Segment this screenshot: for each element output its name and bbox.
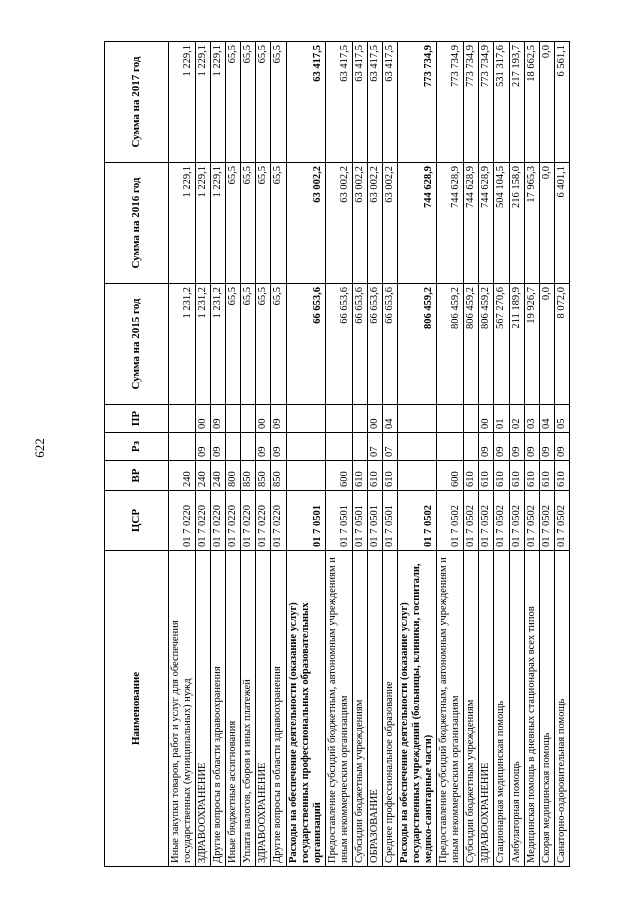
table-row [524,42,539,867]
cell-rz: 09 [196,433,211,461]
cell-2017: 6 561,1 [554,42,569,163]
cell-2016: 744 628,9 [398,163,437,284]
cell-csr: 01 7 0502 [479,491,494,551]
cell-name: Предоставление субсидий бюджетным, автономным учреждениям и иным некоммерческим организациям [325,551,352,867]
cell-pr [398,405,437,433]
table-row [464,42,479,867]
cell-2015: 66 653,6 [382,284,397,405]
cell-pr: 01 [494,405,509,433]
table-row [352,42,367,867]
cell-2016: 216 158,0 [509,163,524,284]
cell-rz [286,433,325,461]
cell-2017: 531 317,6 [494,42,509,163]
cell-2016: 1 229,1 [169,163,196,284]
cell-rz [352,433,367,461]
cell-2015: 66 653,6 [367,284,382,405]
cell-csr: 01 7 0502 [539,491,554,551]
cell-2017: 773 734,9 [398,42,437,163]
cell-name: Иные бюджетные ассигнования [226,551,241,867]
cell-2015: 66 653,6 [352,284,367,405]
cell-vr: 610 [479,461,494,491]
cell-csr: 01 7 0220 [196,491,211,551]
cell-2015: 1 231,2 [169,284,196,405]
cell-name: Среднее профессиональное образование [382,551,397,867]
cell-vr: 850 [256,461,271,491]
cell-csr: 01 7 0501 [325,491,352,551]
cell-2015: 806 459,2 [479,284,494,405]
cell-2017: 65,5 [241,42,256,163]
table-body [169,42,570,867]
cell-name: Предоставление субсидий бюджетным, автономным учреждениям и иным некоммерческим организациям [437,551,464,867]
cell-vr: 600 [325,461,352,491]
cell-2015: 19 926,7 [524,284,539,405]
cell-csr: 01 7 0502 [398,491,437,551]
table-row [539,42,554,867]
cell-2017: 63 417,5 [367,42,382,163]
cell-2015: 65,5 [256,284,271,405]
cell-pr: 00 [367,405,382,433]
table-row [554,42,569,867]
cell-2015: 1 231,2 [196,284,211,405]
cell-2015: 65,5 [271,284,286,405]
cell-vr: 610 [554,461,569,491]
cell-rz: 09 [479,433,494,461]
cell-pr [226,405,241,433]
cell-csr: 01 7 0220 [256,491,271,551]
table-row [398,42,437,867]
cell-rz: 09 [539,433,554,461]
cell-2016: 65,5 [226,163,241,284]
budget-table-container [104,41,570,867]
cell-pr [325,405,352,433]
cell-vr: 240 [169,461,196,491]
cell-2016: 63 002,2 [325,163,352,284]
table-row [241,42,256,867]
cell-csr: 01 7 0501 [367,491,382,551]
cell-2015: 1 231,2 [211,284,226,405]
header-2016: Сумма на 2016 год [105,163,169,284]
cell-pr: 09 [271,405,286,433]
header-name: Наименование [105,551,169,867]
header-csr: ЦСР [105,491,169,551]
cell-pr: 00 [256,405,271,433]
cell-2017: 1 229,1 [169,42,196,163]
cell-name: Медицинская помощь в дневных стационарах всех типов [524,551,539,867]
cell-pr [286,405,325,433]
cell-csr: 01 7 0502 [524,491,539,551]
cell-2017: 773 734,9 [437,42,464,163]
cell-2016: 744 628,9 [464,163,479,284]
cell-2017: 65,5 [271,42,286,163]
cell-2017: 1 229,1 [211,42,226,163]
cell-2017: 773 734,9 [464,42,479,163]
cell-2016: 744 628,9 [479,163,494,284]
cell-vr: 850 [241,461,256,491]
cell-pr [464,405,479,433]
cell-rz [464,433,479,461]
cell-rz [169,433,196,461]
cell-name: Субсидии бюджетным учреждениям [352,551,367,867]
cell-pr: 09 [211,405,226,433]
cell-2016: 1 229,1 [211,163,226,284]
cell-pr: 04 [539,405,554,433]
cell-2016: 65,5 [256,163,271,284]
cell-name: Другие вопросы в области здравоохранения [211,551,226,867]
cell-2017: 18 662,5 [524,42,539,163]
cell-rz: 09 [271,433,286,461]
cell-2017: 63 417,5 [382,42,397,163]
cell-name: Другие вопросы в области здравоохранения [271,551,286,867]
cell-pr: 04 [382,405,397,433]
cell-rz [241,433,256,461]
table-row [169,42,196,867]
header-2017: Сумма на 2017 год [105,42,169,163]
table-header-row [105,42,169,867]
table-row [382,42,397,867]
cell-2015: 0,0 [539,284,554,405]
cell-name: Стационарная медицинская помощь [494,551,509,867]
table-row [509,42,524,867]
header-2015: Сумма на 2015 год [105,284,169,405]
cell-rz: 09 [211,433,226,461]
cell-2015: 66 653,6 [286,284,325,405]
cell-vr [286,461,325,491]
header-vr: ВР [105,461,169,491]
cell-csr: 01 7 0501 [286,491,325,551]
header-pr: ПР [105,405,169,433]
cell-2015: 806 459,2 [398,284,437,405]
cell-pr: 00 [479,405,494,433]
cell-rz [398,433,437,461]
cell-vr: 610 [494,461,509,491]
table-row [367,42,382,867]
cell-csr: 01 7 0501 [352,491,367,551]
cell-rz: 09 [524,433,539,461]
cell-csr: 01 7 0220 [241,491,256,551]
cell-2017: 63 417,5 [286,42,325,163]
cell-csr: 01 7 0220 [211,491,226,551]
cell-2016: 1 229,1 [196,163,211,284]
cell-name: ЗДРАВООХРАНЕНИЕ [256,551,271,867]
cell-vr: 610 [509,461,524,491]
table-row [256,42,271,867]
budget-table [104,41,570,867]
cell-csr: 01 7 0220 [169,491,196,551]
cell-csr: 01 7 0501 [382,491,397,551]
cell-2017: 65,5 [226,42,241,163]
cell-2017: 0,0 [539,42,554,163]
cell-rz: 09 [509,433,524,461]
table-row [437,42,464,867]
table-row [196,42,211,867]
cell-name: Уплата налогов, сборов и иных платежей [241,551,256,867]
cell-rz: 09 [256,433,271,461]
cell-2015: 65,5 [241,284,256,405]
cell-vr [398,461,437,491]
cell-rz: 09 [494,433,509,461]
cell-vr: 610 [352,461,367,491]
cell-2016: 0,0 [539,163,554,284]
cell-name: Санаторно-оздоровительная помощь [554,551,569,867]
cell-csr: 01 7 0502 [464,491,479,551]
cell-2016: 63 002,2 [352,163,367,284]
cell-name: ОБРАЗОВАНИЕ [367,551,382,867]
table-row [286,42,325,867]
cell-pr [241,405,256,433]
cell-rz [437,433,464,461]
cell-pr [169,405,196,433]
table-row [226,42,241,867]
cell-vr: 800 [226,461,241,491]
cell-csr: 01 7 0220 [271,491,286,551]
cell-2015: 65,5 [226,284,241,405]
cell-2016: 744 628,9 [437,163,464,284]
cell-pr [352,405,367,433]
cell-2016: 65,5 [271,163,286,284]
cell-name: ЗДРАВООХРАНЕНИЕ [196,551,211,867]
table-row [325,42,352,867]
cell-csr: 01 7 0220 [226,491,241,551]
cell-2016: 6 401,1 [554,163,569,284]
cell-2017: 63 417,5 [352,42,367,163]
cell-vr: 600 [437,461,464,491]
cell-rz: 07 [382,433,397,461]
cell-2017: 217 193,7 [509,42,524,163]
cell-vr: 610 [539,461,554,491]
cell-2017: 773 734,9 [479,42,494,163]
cell-2015: 66 653,6 [325,284,352,405]
cell-name: Амбулаторная помощь [509,551,524,867]
cell-name: Субсидии бюджетным учреждениям [464,551,479,867]
cell-vr: 610 [464,461,479,491]
table-row [271,42,286,867]
cell-vr: 610 [367,461,382,491]
cell-2015: 806 459,2 [437,284,464,405]
cell-2015: 806 459,2 [464,284,479,405]
cell-name: Скорая медицинская помощь [539,551,554,867]
cell-pr: 02 [509,405,524,433]
cell-csr: 01 7 0502 [509,491,524,551]
cell-name: Иные закупки товаров, работ и услуг для обеспечения государственных (муниципальных) нужд [169,551,196,867]
cell-rz [325,433,352,461]
cell-pr: 00 [196,405,211,433]
table-row [494,42,509,867]
cell-vr: 850 [271,461,286,491]
cell-2016: 504 104,5 [494,163,509,284]
cell-2016: 63 002,2 [286,163,325,284]
cell-2017: 63 417,5 [325,42,352,163]
cell-vr: 610 [382,461,397,491]
cell-csr: 01 7 0502 [437,491,464,551]
cell-rz [226,433,241,461]
cell-vr: 610 [524,461,539,491]
cell-2016: 65,5 [241,163,256,284]
cell-2016: 63 002,2 [382,163,397,284]
cell-2016: 17 965,3 [524,163,539,284]
cell-csr: 01 7 0502 [554,491,569,551]
cell-name: Расходы на обеспечение деятельности (оказание услуг) государственных учреждений (больницы, клиники, госпитали, медико-санитарные части) [398,551,437,867]
cell-2017: 65,5 [256,42,271,163]
cell-rz: 09 [554,433,569,461]
cell-name: Расходы на обеспечение деятельности (оказание услуг) государственных профессиональных образовательных организаций [286,551,325,867]
cell-rz: 07 [367,433,382,461]
cell-pr: 05 [554,405,569,433]
cell-2017: 1 229,1 [196,42,211,163]
cell-vr: 240 [196,461,211,491]
cell-csr: 01 7 0502 [494,491,509,551]
cell-2016: 63 002,2 [367,163,382,284]
cell-2015: 211 189,9 [509,284,524,405]
page-number: 622 [32,438,47,458]
cell-pr [437,405,464,433]
table-row [479,42,494,867]
cell-name: ЗДРАВООХРАНЕНИЕ [479,551,494,867]
table-row [211,42,226,867]
cell-pr: 03 [524,405,539,433]
cell-2015: 8 072,0 [554,284,569,405]
cell-vr: 240 [211,461,226,491]
cell-2015: 567 270,6 [494,284,509,405]
header-rz: Рз [105,433,169,461]
